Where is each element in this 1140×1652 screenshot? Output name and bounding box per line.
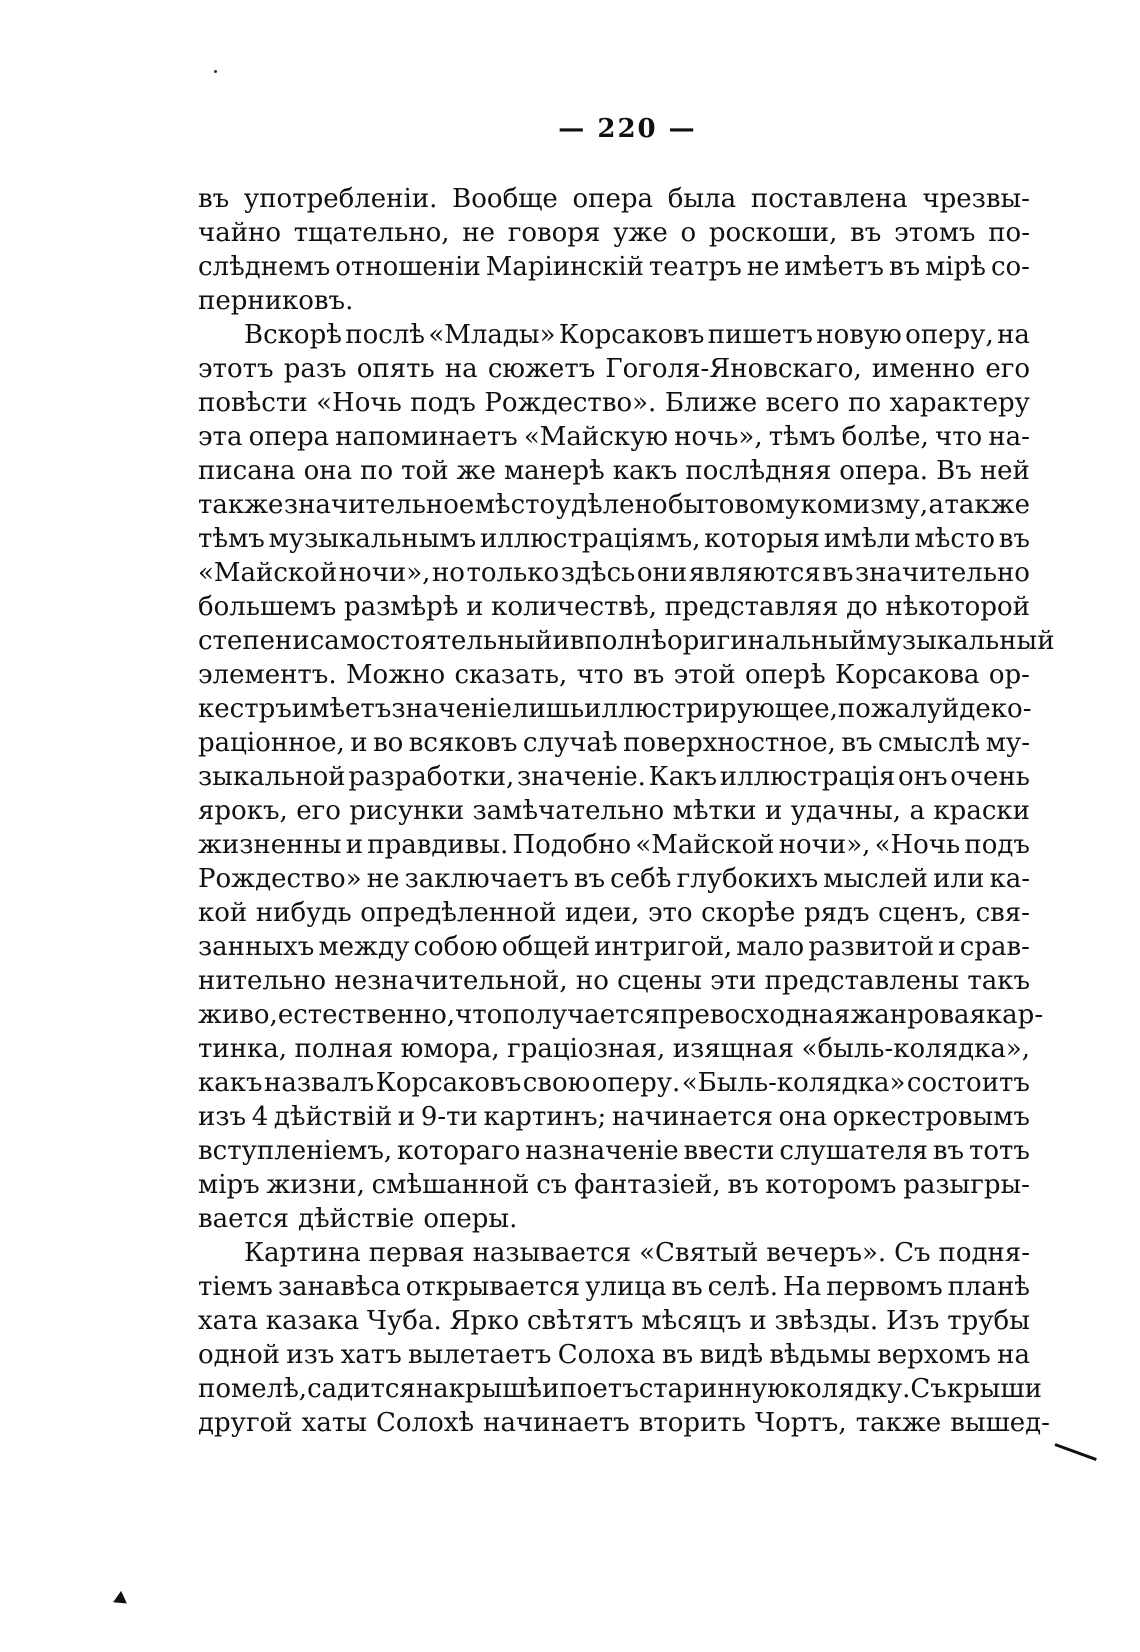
text-line: міръ жизни, смѣшанной съ фантазіей, въ которомъ разыгры- [198,1170,1030,1200]
text-line: ярокъ, его рисунки замѣчательно мѣтки и удачны, а краски [198,796,1030,826]
text-line: писана она по той же манерѣ какъ послѣдняя опера. Въ ней [198,456,1030,486]
text-line: въ употребленіи. Вообще опера была поставлена чрезвы- [198,184,1030,214]
text-line: кой нибудь опредѣленной идеи, это скорѣе рядъ сценъ, свя- [198,898,1030,928]
text-line: помелѣ, садится на крышѣ и поетъ старинную колядку. Съ крыши [198,1374,1042,1404]
text-line: живо, естественно, что получается превосходная жанровая кар- [198,1000,1044,1030]
page-number: — 220 — [558,114,697,144]
text-line: другой хаты Солохѣ начинаетъ вторить Чортъ, также вышед- [198,1408,1050,1438]
text-line: вается дѣйствіе оперы. [198,1204,518,1234]
text-line: нительно незначительной, но сцены эти представлены такъ [198,966,1030,996]
text-line: хата казака Чуба. Ярко свѣтятъ мѣсяцъ и звѣзды. Изъ трубы [198,1306,1030,1336]
text-line: слѣднемъ отношеніи Маріинскій театръ не имѣетъ въ мірѣ со- [198,252,1030,282]
text-line: раціонное, и во всяковъ случаѣ поверхностное, въ смыслѣ му- [198,728,1030,758]
text-line: зыкальной разработки, значеніе. Какъ иллюстрація онъ очень [198,762,1030,792]
text-line: изъ 4 дѣйствій и 9-ти картинъ; начинается она оркестровымъ [198,1102,1030,1132]
text-line: «Майской ночи», но только здѣсь они являются въ значительно [198,558,1030,588]
paragraph [198,182,1030,318]
text-line: эта опера напоминаетъ «Майскую ночь», тѣмъ болѣе, что на- [198,422,1030,452]
text-line: большемъ размѣрѣ и количествѣ, представляя до нѣкоторой [198,592,1030,622]
paragraph [198,318,1055,1236]
margin-dash-mark [1054,1443,1096,1461]
paragraph [198,1236,1050,1440]
text-line: какъ назвалъ Корсаковъ свою оперу. «Быль-колядка» состоитъ [198,1068,1030,1098]
text-line: тинка, полная юмора, граціозная, изящная «быль-колядка», [198,1034,1030,1064]
text-line: жизненны и правдивы. Подобно «Майской ночи», «Ночь подъ [198,830,1030,860]
text-line: Картина первая называется «Святый вечеръ». Съ подня- [244,1238,1030,1268]
text-line: элементъ. Можно сказать, что въ этой оперѣ Корсакова ор- [198,660,1030,690]
text-line: Вскорѣ послѣ «Млады» Корсаковъ пишетъ новую оперу, на [244,320,1030,350]
text-line: этотъ разъ опять на сюжетъ Гоголя-Яновскаго, именно его [198,354,1030,384]
text-line: степени самостоятельный и вполнѣ оригинальный музыкальный [198,626,1055,656]
text-line: чайно тщательно, не говоря уже о роскоши, въ этомъ по- [198,218,1030,248]
body-text [198,182,1055,1440]
speck-mark [214,70,217,73]
text-line: кестръ имѣетъ значеніе лишь иллюстрирующее, пожалуй деко- [198,694,1032,724]
corner-arrow-mark [113,1591,131,1609]
text-line: повѣсти «Ночь подъ Рождество». Ближе всего по характеру [198,388,1030,418]
text-line: вступленіемъ, котораго назначеніе ввести слушателя въ тотъ [198,1136,1030,1166]
text-line: тіемъ занавѣса открывается улица въ селѣ. На первомъ планѣ [198,1272,1030,1302]
text-line: одной изъ хатъ вылетаетъ Солоха въ видѣ вѣдьмы верхомъ на [198,1340,1030,1370]
text-line: также значительное мѣсто удѣлено бытовому комизму, а также [198,490,1030,520]
text-line: тѣмъ музыкальнымъ иллюстраціямъ, которыя имѣли мѣсто въ [198,524,1030,554]
text-line: занныхъ между собою общей интригой, мало развитой и срав- [198,932,1030,962]
text-line: Рождество» не заключаетъ въ себѣ глубокихъ мыслей или ка- [198,864,1030,894]
text-line: перниковъ. [198,286,354,316]
